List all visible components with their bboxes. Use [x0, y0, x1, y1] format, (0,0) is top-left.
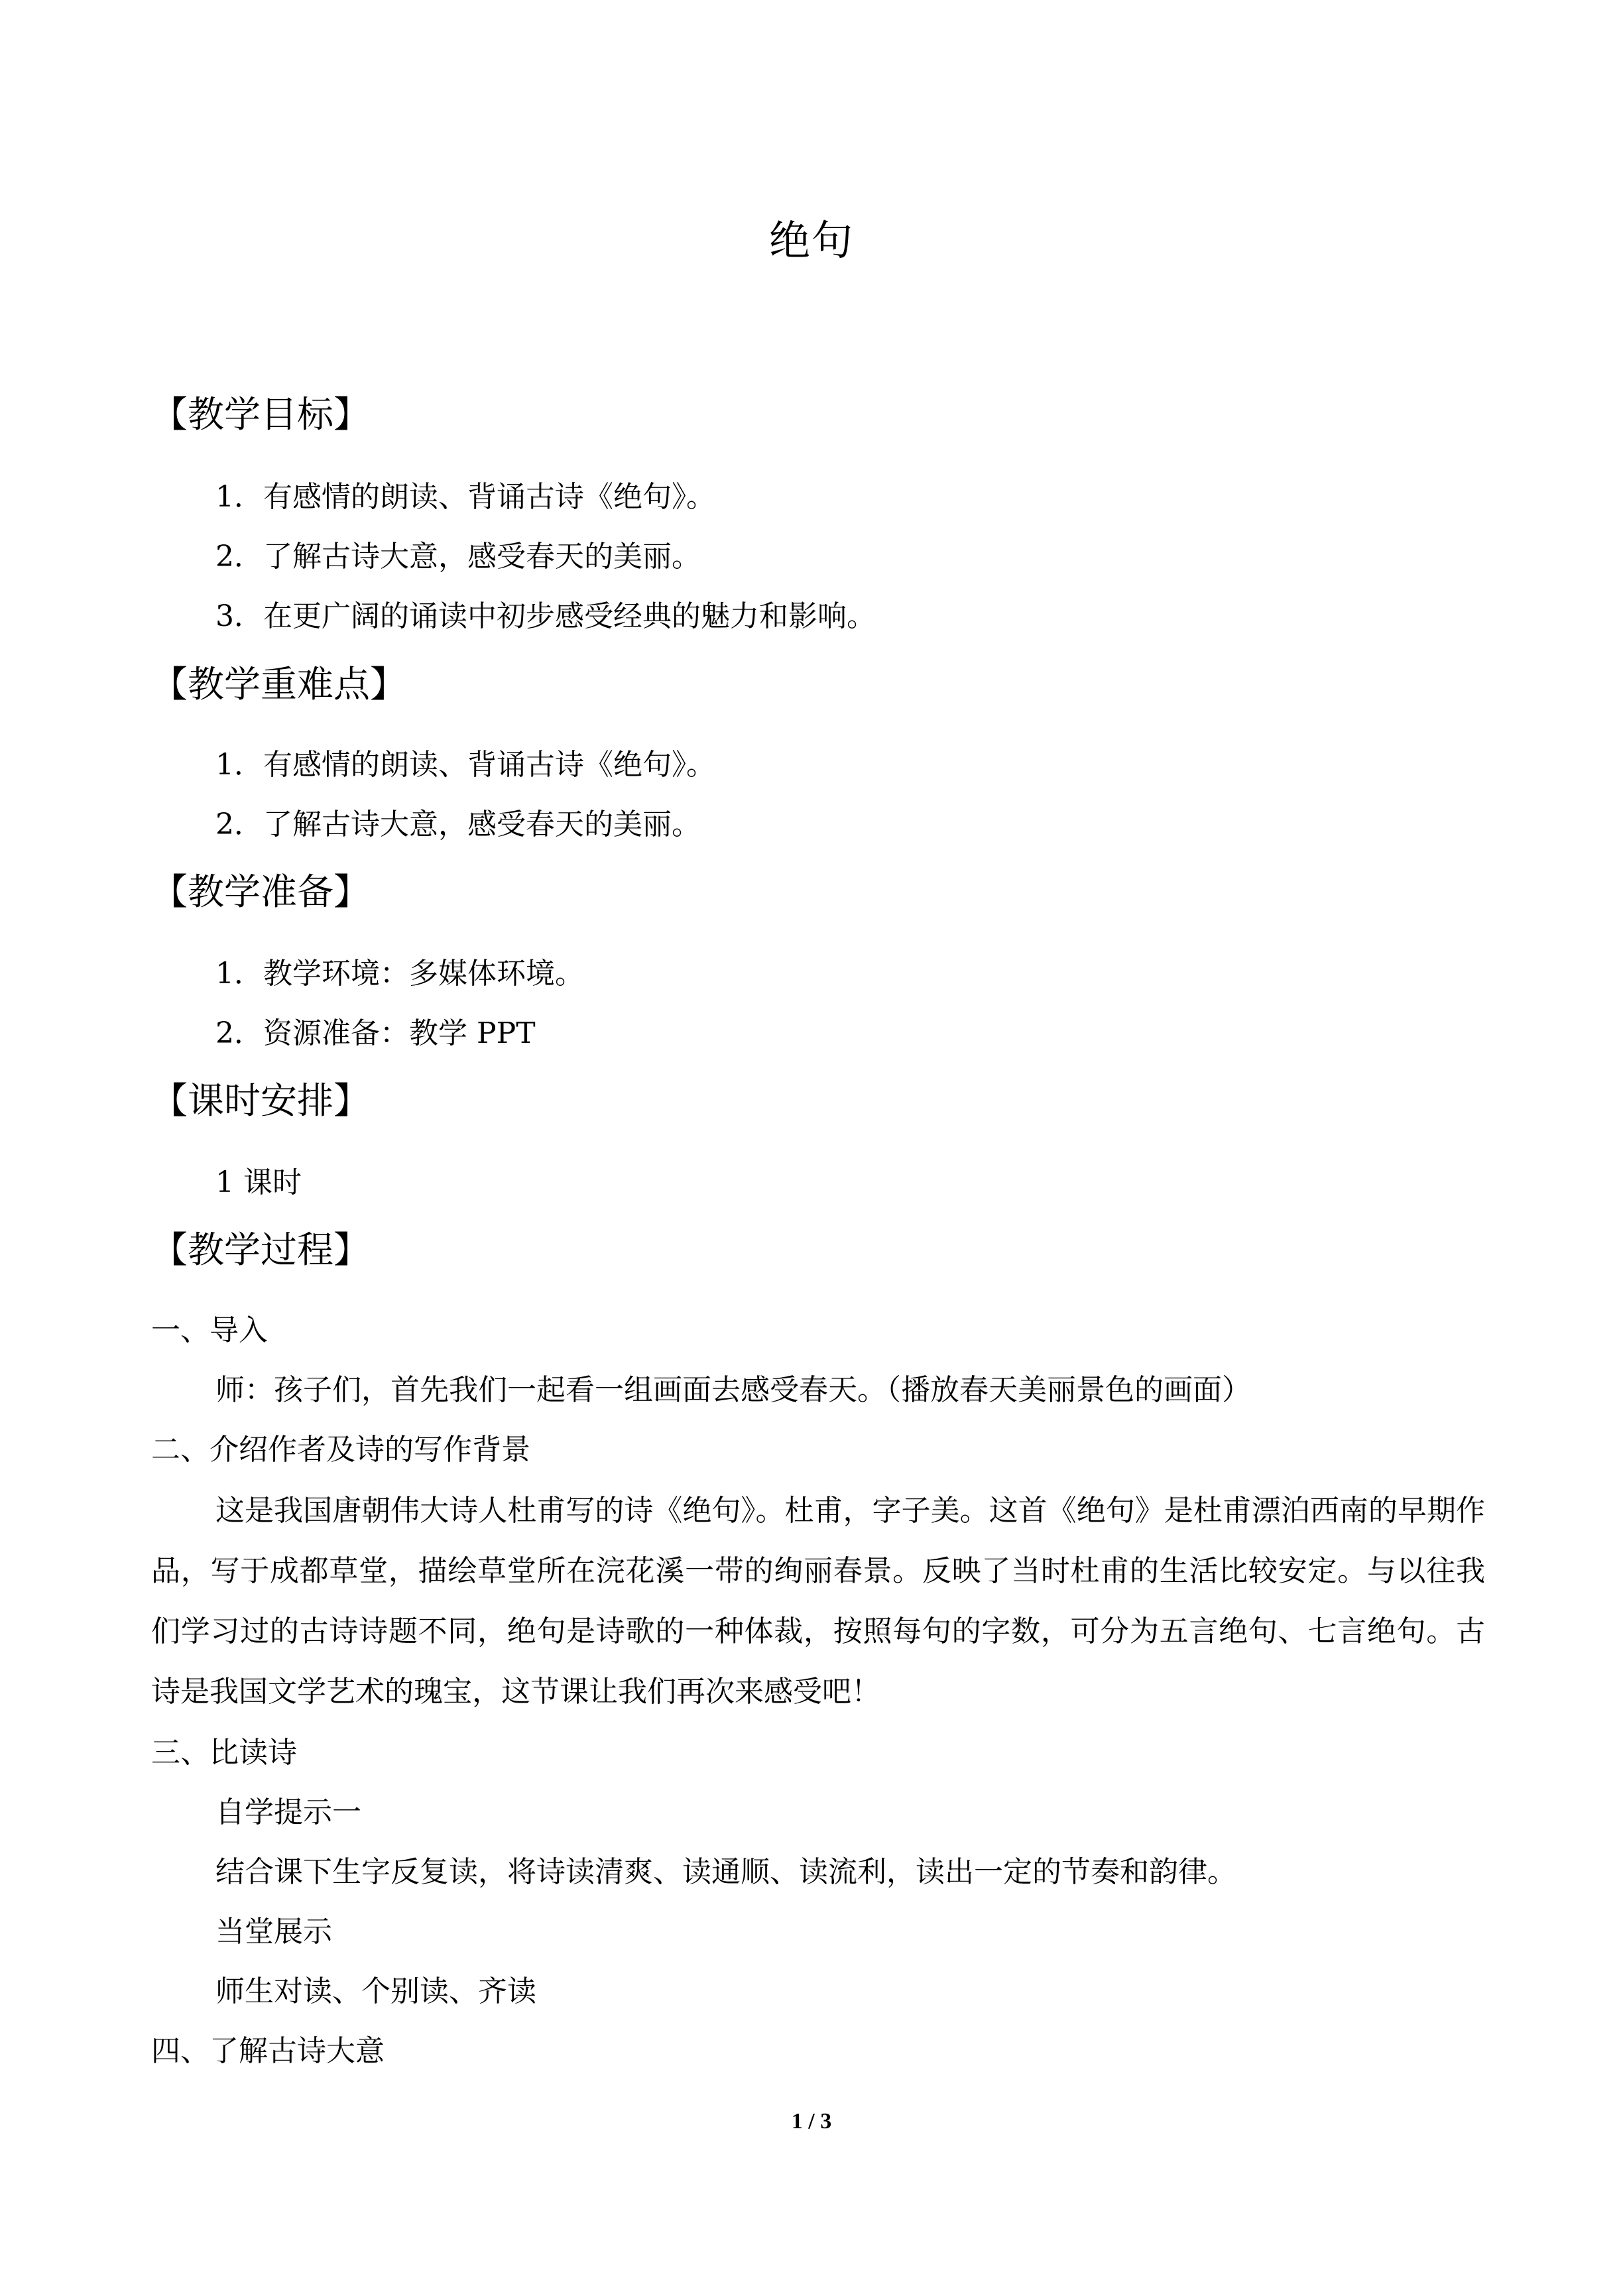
process-section-1-text: 师：孩子们，首先我们一起看一组画面去感受春天。（播放春天美丽景色的画面）	[215, 1373, 1251, 1407]
process-section-3-line-3: 当堂展示	[215, 1915, 332, 1949]
document-title: 绝句	[768, 216, 854, 265]
objective-item-2: 2．了解古诗大意，感受春天的美丽。	[215, 540, 701, 574]
preparation-item-1: 1．教学环境：多媒体环境。	[215, 957, 584, 991]
heading-process: 【教学过程】	[151, 1229, 371, 1271]
process-section-3-title: 三、比读诗	[151, 1736, 297, 1770]
key-point-item-1: 1．有感情的朗读、背诵古诗《绝句》。	[215, 748, 715, 782]
process-section-3-line-2: 结合课下生字反复读，将诗读清爽、读通顺、读流利，读出一定的节奏和韵律。	[215, 1855, 1236, 1889]
process-section-2-title: 二、介绍作者及诗的写作背景	[151, 1433, 530, 1467]
heading-key-points: 【教学重难点】	[151, 663, 407, 705]
key-point-item-2: 2．了解古诗大意，感受春天的美丽。	[215, 808, 701, 841]
process-section-2-paragraph: 这是我国唐朝伟大诗人杜甫写的诗《绝句》。杜甫，字子美。这首《绝句》是杜甫漂泊西南的早期作品，写于成都草堂，描绘草堂所在浣花溪一带的绚丽春景。反映了当时杜甫的生活比较安定。与以往我们学习过的古诗诗题不同，绝句是诗歌的一种体裁，按照每句的字数，可分为五言绝句、七言绝句。古诗是我国文学艺术的瑰宝，这节课让我们再次来感受吧！	[151, 1494, 1485, 1709]
page-number: 1 / 3	[791, 2109, 832, 2134]
objective-item-3: 3．在更广阔的诵读中初步感受经典的魅力和影响。	[215, 599, 876, 633]
objective-item-1: 1．有感情的朗读、背诵古诗《绝句》。	[215, 480, 715, 514]
process-section-1-title: 一、导入	[151, 1313, 268, 1347]
process-section-3-line-4: 师生对读、个别读、齐读	[215, 1974, 536, 2008]
preparation-item-2: 2．资源准备：教学 PPT	[215, 1016, 536, 1050]
heading-objectives: 【教学目标】	[151, 393, 371, 436]
schedule-item-1: 1 课时	[215, 1166, 302, 1199]
process-section-3-line-1: 自学提示一	[215, 1795, 361, 1829]
process-section-4-title: 四、了解古诗大意	[151, 2034, 385, 2068]
heading-schedule: 【课时安排】	[151, 1079, 371, 1122]
heading-preparation: 【教学准备】	[151, 871, 371, 913]
